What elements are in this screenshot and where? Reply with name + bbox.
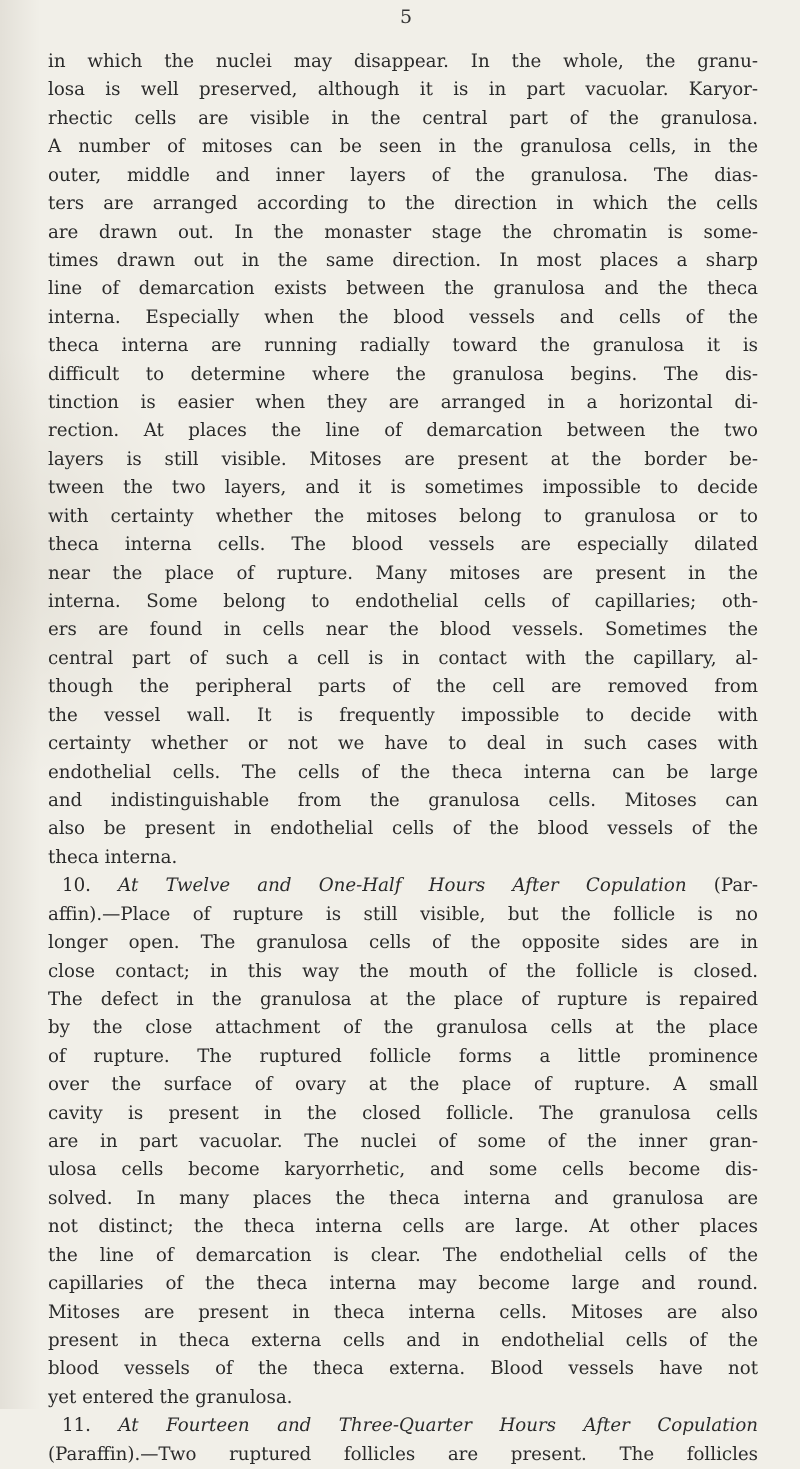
text-line: ters are arranged according to the direction in which the cells [48,193,758,215]
text-line: The defect in the granulosa at the place of rupture is repaired [48,988,758,1010]
text-line: difficult to determine where the granulosa begins. The dis- [48,363,758,385]
text-line: with certainty whether the mitoses belong to granulosa or to [48,505,758,527]
section-heading: At Fourteen and Three-Quarter Hours After Copulation [118,1415,758,1437]
text-line: longer open. The granulosa cells of the opposite sides are in [48,932,758,954]
text-line: in which the nuclei may disappear. In the whole, the granu- [48,51,758,72]
text-line: capillaries of the theca interna may become large and round. [48,1273,758,1295]
text-line: though the peripheral parts of the cell are removed from [48,676,758,698]
text-line: (Paraffin).—Two ruptured follicles are present. The follicles [48,1443,758,1465]
section-heading: At Twelve and One-Half Hours After Copulation [118,875,687,897]
text-line: and indistinguishable from the granulosa cells. Mitoses can [48,789,758,811]
section-heading-rest: (Par- [686,875,758,897]
text-line: are in part vacuolar. The nuclei of some of the inner gran- [48,1131,758,1153]
text-line: endothelial cells. The cells of the theca interna can be large [48,761,758,783]
text-line: over the surface of ovary at the place of rupture. A small [48,1074,758,1096]
text-line: near the place of rupture. Many mitoses are present in the [48,562,758,584]
text-line: of rupture. The ruptured follicle forms a little prominence [48,1045,758,1067]
text-line: blood vessels of the theca externa. Blood vessels have not [48,1358,758,1380]
text-line: outer, middle and inner layers of the granulosa. The dias- [48,164,758,186]
text-line: central part of such a cell is in contact with the capillary, al- [48,647,758,669]
text-line: rhectic cells are visible in the central part of the granulosa. [48,107,758,129]
text-line: line of demarcation exists between the granulosa and the theca [48,278,758,300]
text-line: the vessel wall. It is frequently impossible to decide with [48,704,758,726]
text-line: tinction is easier when they are arranged in a horizontal di- [48,392,758,414]
page-number: 5 [399,6,413,28]
text-line: theca interna are running radially toward the granulosa it is [48,335,758,357]
section-number: 11. [62,1415,119,1437]
text-line: not distinct; the theca interna cells are large. At other places [48,1216,758,1238]
text-line: by the close attachment of the granulosa cells at the place [48,1017,758,1039]
body-text [48,48,758,1469]
text-line: tween the two layers, and it is sometimes impossible to decide [48,477,758,499]
text-line: ulosa cells become karyorrhetic, and some cells become dis- [48,1159,758,1181]
text-line [48,1412,758,1440]
text-line: affin).—Place of rupture is still visible, but the follicle is no [48,903,758,925]
section-number: 10. [62,875,119,897]
text-line: yet entered the granulosa. [48,1386,293,1408]
text-line: ers are found in cells near the blood vessels. Sometimes the [48,619,758,641]
text-line: theca interna. [48,846,178,868]
text-line: rection. At places the line of demarcation between the two [48,420,758,442]
text-line: also be present in endothelial cells of the blood vessels of the [48,818,758,840]
text-line: interna. Especially when the blood vessels and cells of the [48,306,758,328]
text-line: solved. In many places the theca interna and granulosa are [48,1187,758,1209]
text-line: are drawn out. In the monaster stage the chromatin is some- [48,221,758,243]
text-line: layers is still visible. Mitoses are present at the border be- [48,448,758,470]
text-line: present in theca externa cells and in endothelial cells of the [48,1329,758,1351]
text-line: Mitoses are present in theca interna cells. Mitoses are also [48,1301,758,1323]
text-line: the line of demarcation is clear. The endothelial cells of the [48,1244,758,1266]
text-line: times drawn out in the same direction. In most places a sharp [48,249,758,271]
text-line: A number of mitoses can be seen in the granulosa cells, in the [48,136,758,158]
text-line [48,872,758,900]
text-line: losa is well preserved, although it is in part vacuolar. Karyor- [48,79,758,101]
text-line: theca interna cells. The blood vessels are especially dilated [48,534,758,556]
text-line: interna. Some belong to endothelial cells of capillaries; oth- [48,591,758,613]
text-line: cavity is present in the closed follicle. The granulosa cells [48,1102,758,1124]
text-line: certainty whether or not we have to deal in such cases with [48,733,758,755]
text-line: close contact; in this way the mouth of the follicle is closed. [48,960,758,982]
